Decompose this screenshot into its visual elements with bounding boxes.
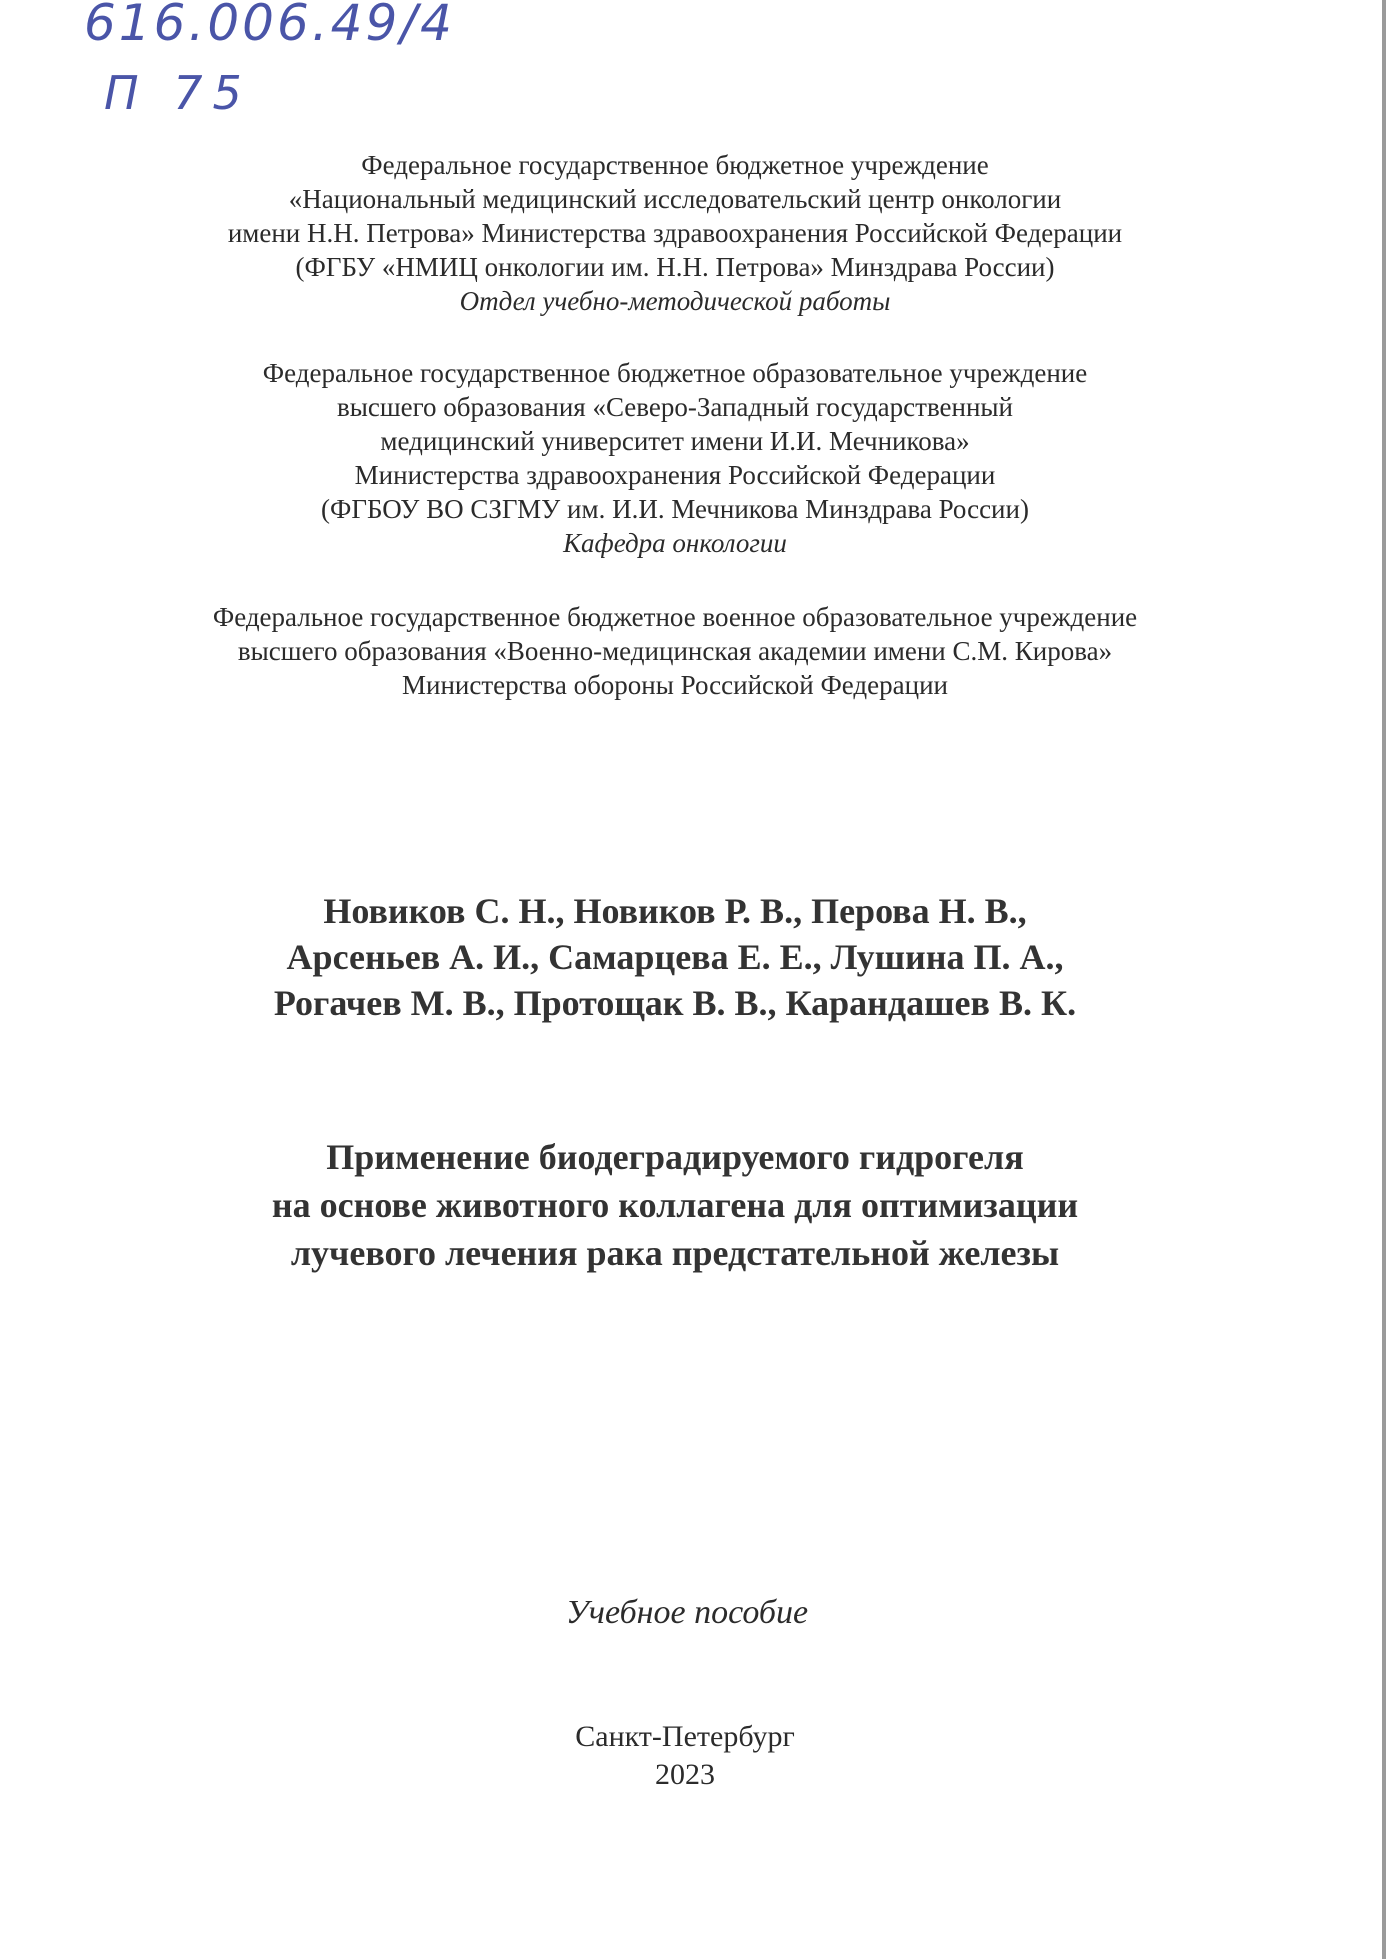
institution-1-line: Федеральное государственное бюджетное учреждение xyxy=(361,150,989,180)
title-line: на основе животного коллагена для оптимизации xyxy=(271,1185,1079,1225)
scan-edge xyxy=(1382,0,1386,1959)
authors-line: Рогачев М. В., Протощак В. В., Карандашев В. К. xyxy=(273,983,1077,1023)
document-title xyxy=(0,1133,1350,1277)
institution-3 xyxy=(0,600,1350,702)
institution-1 xyxy=(0,148,1350,318)
title-line: Применение биодеградируемого гидрогеля xyxy=(326,1137,1024,1177)
handwritten-shelf-mark: П 75 xyxy=(104,66,252,120)
institution-2-line: Федеральное государственное бюджетное образовательное учреждение xyxy=(262,358,1088,388)
institution-2 xyxy=(0,356,1350,560)
institution-2-department: Кафедра онкологии xyxy=(563,528,787,558)
institution-2-line: медицинский университет имени И.И. Мечникова» xyxy=(380,426,970,456)
authors-line: Новиков С. Н., Новиков Р. В., Перова Н. В., xyxy=(323,891,1027,931)
document-type xyxy=(0,1594,1374,1632)
institution-1-line: имени Н.Н. Петрова» Министерства здравоохранения Российской Федерации xyxy=(227,218,1123,248)
document-type-label: Учебное пособие xyxy=(565,1594,809,1631)
authors-list xyxy=(0,888,1350,1026)
institution-2-line: Министерства здравоохранения Российской Федерации xyxy=(354,460,996,490)
imprint-city: Санкт-Петербург xyxy=(575,1720,795,1753)
institution-3-line: Федеральное государственное бюджетное военное образовательное учреждение xyxy=(212,602,1138,632)
imprint xyxy=(0,1718,1370,1794)
institution-3-line: высшего образования «Военно-медицинская академии имени С.М. Кирова» xyxy=(237,636,1113,666)
institution-1-line: «Национальный медицинский исследовательский центр онкологии xyxy=(288,184,1062,214)
handwritten-classification-code: 616.006.49/4 xyxy=(84,0,455,52)
institution-2-line: (ФГБОУ ВО СЗГМУ им. И.И. Мечникова Минздрава России) xyxy=(321,494,1029,524)
title-line: лучевого лечения рака предстательной железы xyxy=(290,1233,1060,1273)
institution-2-line: высшего образования «Северо-Западный государственный xyxy=(336,392,1014,422)
authors-line: Арсеньев А. И., Самарцева Е. Е., Лушина П. А., xyxy=(286,937,1064,977)
imprint-year: 2023 xyxy=(655,1758,715,1791)
institution-1-department: Отдел учебно-методической работы xyxy=(459,286,891,316)
institution-3-line: Министерства обороны Российской Федерации xyxy=(402,670,948,700)
institution-1-line: (ФГБУ «НМИЦ онкологии им. Н.Н. Петрова» Минздрава России) xyxy=(295,252,1055,282)
